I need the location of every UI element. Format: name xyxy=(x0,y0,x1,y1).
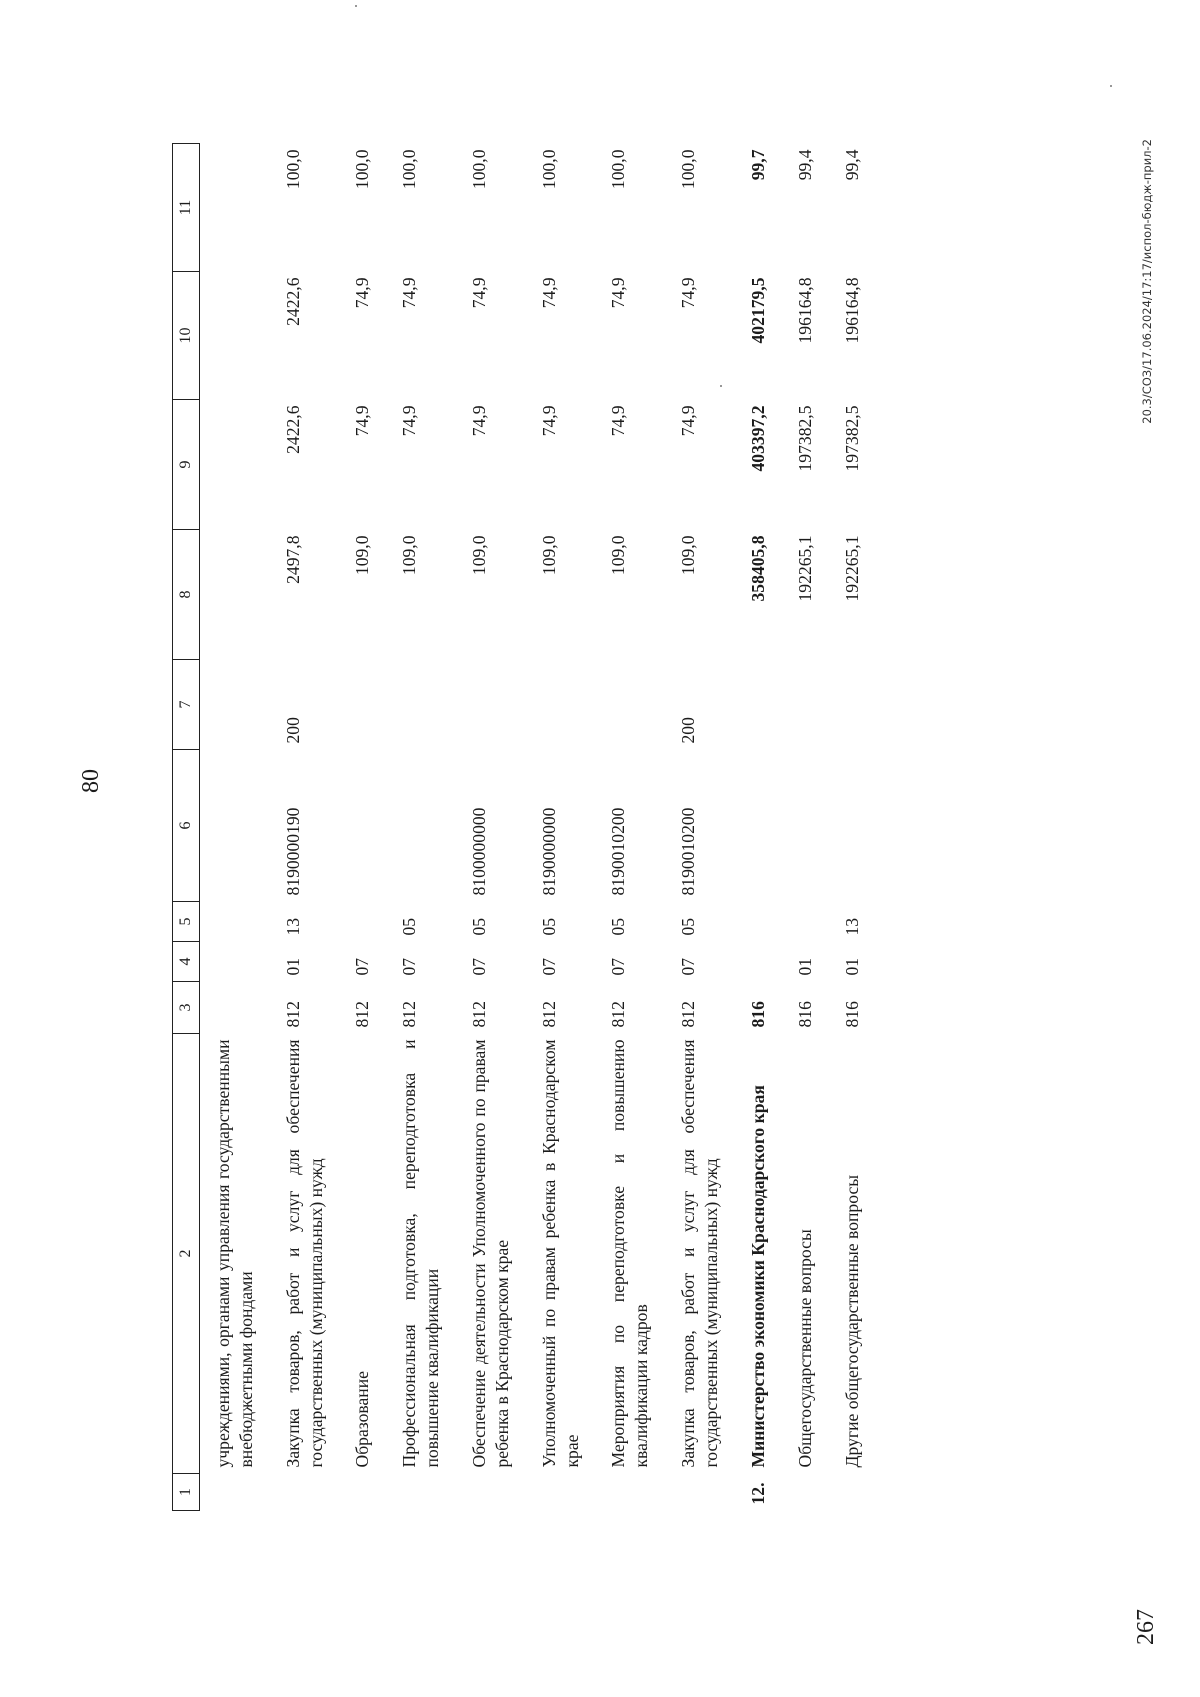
code-rz: 01 xyxy=(282,957,303,976)
amount-executed: 196164,8 xyxy=(841,277,862,344)
code-ved xyxy=(200,982,270,1034)
code-ved: 816 xyxy=(794,1001,815,1028)
table-row xyxy=(829,144,876,1511)
document-code: 20.3/СОЗ/17.06.2024/17:17/испол-бюдж-прил-2 xyxy=(1140,139,1154,424)
row-number xyxy=(339,1474,386,1511)
table-row xyxy=(782,144,829,1511)
row-number xyxy=(386,1474,456,1511)
percent-executed: 100,0 xyxy=(469,149,490,190)
code-vr xyxy=(782,660,829,750)
code-vr: 200 xyxy=(282,717,303,744)
code-csr: 8100000000 xyxy=(469,807,490,896)
row-number xyxy=(829,1474,876,1511)
amount-approved: 109,0 xyxy=(352,535,373,576)
code-rz: 07 xyxy=(538,957,559,976)
row-name: Мероприятия по переподготовке и повышению квалификации кадров xyxy=(608,1039,652,1468)
row-name: учреждениями, органами управления государственными внебюджетными фондами xyxy=(213,1039,256,1468)
column-number: 11 xyxy=(173,144,200,272)
column-number: 6 xyxy=(173,750,200,902)
code-vr xyxy=(829,660,876,750)
row-name: Профессиональная подготовка, переподготовка и повышение квалификации xyxy=(399,1039,443,1468)
column-number: 7 xyxy=(173,660,200,750)
code-rz: 07 xyxy=(399,957,420,976)
amount-approved: 192265,1 xyxy=(841,535,862,602)
row-name: Образование xyxy=(352,1371,373,1468)
code-vr xyxy=(595,660,665,750)
code-ved: 812 xyxy=(469,1001,490,1028)
amount-refined: 74,9 xyxy=(352,405,373,437)
code-pr xyxy=(339,902,386,942)
code-rz xyxy=(735,942,782,982)
amount-refined: 74,9 xyxy=(538,405,559,437)
amount-approved xyxy=(200,530,270,660)
percent-executed: 99,7 xyxy=(747,149,768,181)
code-pr: 05 xyxy=(678,917,699,936)
code-vr xyxy=(339,660,386,750)
code-csr xyxy=(386,750,456,902)
amount-refined: 74,9 xyxy=(608,405,629,437)
amount-approved: 109,0 xyxy=(608,535,629,576)
percent-executed: 100,0 xyxy=(399,149,420,190)
column-number: 10 xyxy=(173,272,200,400)
column-number: 9 xyxy=(173,400,200,530)
sheet-number: 267 xyxy=(1133,1609,1159,1645)
amount-approved: 109,0 xyxy=(678,535,699,576)
code-csr: 8190010200 xyxy=(678,807,699,896)
column-number: 8 xyxy=(173,530,200,660)
column-number-row xyxy=(173,144,200,1511)
amount-approved: 2497,8 xyxy=(282,535,303,584)
code-pr: 05 xyxy=(538,917,559,936)
amount-executed: 74,9 xyxy=(352,277,373,309)
code-vr: 200 xyxy=(678,717,699,744)
code-rz: 07 xyxy=(352,957,373,976)
amount-approved: 109,0 xyxy=(469,535,490,576)
code-rz: 07 xyxy=(608,957,629,976)
budget-table xyxy=(172,143,875,1511)
column-number: 3 xyxy=(173,982,200,1034)
amount-refined: 2422,6 xyxy=(282,405,303,454)
code-rz: 01 xyxy=(841,957,862,976)
row-name: Министерство экономики Краснодарского края xyxy=(747,1085,768,1468)
code-csr xyxy=(200,750,270,902)
amount-refined: 74,9 xyxy=(469,405,490,437)
amount-approved: 358405,8 xyxy=(747,535,768,602)
code-pr: 13 xyxy=(282,917,303,936)
amount-refined xyxy=(200,400,270,530)
amount-executed: 74,9 xyxy=(538,277,559,309)
row-number xyxy=(270,1474,340,1511)
code-pr xyxy=(200,902,270,942)
code-pr xyxy=(735,902,782,942)
code-ved: 812 xyxy=(282,1001,303,1028)
amount-refined: 197382,5 xyxy=(841,405,862,472)
row-name: Обеспечение деятельности Уполномоченного по правам ребенка в Краснодарском крае xyxy=(469,1039,512,1468)
amount-approved: 109,0 xyxy=(399,535,420,576)
row-number xyxy=(595,1474,665,1511)
page-number: 80 xyxy=(78,769,104,793)
code-ved: 812 xyxy=(399,1001,420,1028)
amount-executed: 74,9 xyxy=(399,277,420,309)
scan-speck xyxy=(355,5,357,7)
code-csr xyxy=(735,750,782,902)
amount-executed: 74,9 xyxy=(469,277,490,309)
code-pr: 05 xyxy=(608,917,629,936)
amount-refined: 403397,2 xyxy=(747,405,768,472)
code-vr xyxy=(456,660,526,750)
code-csr: 8190010200 xyxy=(608,807,629,896)
code-csr xyxy=(782,750,829,902)
code-pr: 13 xyxy=(841,917,862,936)
code-pr xyxy=(782,902,829,942)
percent-executed: 100,0 xyxy=(608,149,629,190)
amount-executed: 74,9 xyxy=(678,277,699,309)
row-number xyxy=(526,1474,596,1511)
percent-executed: 100,0 xyxy=(282,149,303,190)
code-ved: 816 xyxy=(747,1001,768,1028)
amount-executed xyxy=(200,272,270,400)
amount-executed: 196164,8 xyxy=(794,277,815,344)
code-csr: 8190000190 xyxy=(282,807,303,896)
code-csr xyxy=(829,750,876,902)
row-name: Уполномоченный по правам ребенка в Краснодарском крае xyxy=(538,1039,582,1468)
column-number: 5 xyxy=(173,902,200,942)
code-vr xyxy=(526,660,596,750)
amount-executed: 74,9 xyxy=(608,277,629,309)
table-row xyxy=(595,144,665,1511)
amount-approved: 192265,1 xyxy=(794,535,815,602)
code-vr xyxy=(386,660,456,750)
code-csr: 8190000000 xyxy=(538,807,559,896)
code-rz: 07 xyxy=(469,957,490,976)
column-number: 1 xyxy=(173,1474,200,1511)
table-row xyxy=(665,144,735,1511)
amount-refined: 197382,5 xyxy=(794,405,815,472)
percent-executed: 99,4 xyxy=(794,149,815,181)
code-rz: 07 xyxy=(678,957,699,976)
table-row xyxy=(386,144,456,1511)
percent-executed xyxy=(200,144,270,272)
scan-speck xyxy=(1110,85,1112,87)
row-number xyxy=(665,1474,735,1511)
row-number xyxy=(456,1474,526,1511)
amount-refined: 74,9 xyxy=(678,405,699,437)
row-number xyxy=(782,1474,829,1511)
code-ved: 812 xyxy=(678,1001,699,1028)
code-pr: 05 xyxy=(469,917,490,936)
percent-executed: 100,0 xyxy=(678,149,699,190)
percent-executed: 100,0 xyxy=(538,149,559,190)
code-ved: 812 xyxy=(538,1001,559,1028)
code-pr: 05 xyxy=(399,917,420,936)
table-row xyxy=(526,144,596,1511)
row-name: Закупка товаров, работ и услуг для обеспечения государственных (муниципальных) нужд xyxy=(678,1039,722,1468)
code-rz: 01 xyxy=(794,957,815,976)
table-row xyxy=(456,144,526,1511)
percent-executed: 100,0 xyxy=(352,149,373,190)
scan-speck xyxy=(720,385,722,387)
table-row xyxy=(200,144,270,1511)
table-row xyxy=(735,144,782,1511)
code-vr xyxy=(200,660,270,750)
amount-executed: 402179,5 xyxy=(747,277,768,344)
column-number: 2 xyxy=(173,1034,200,1474)
code-csr xyxy=(339,750,386,902)
table-row xyxy=(339,144,386,1511)
code-ved: 816 xyxy=(841,1001,862,1028)
code-ved: 812 xyxy=(352,1001,373,1028)
row-name: Закупка товаров, работ и услуг для обеспечения государственных (муниципальных) нужд xyxy=(282,1039,326,1468)
code-vr xyxy=(735,660,782,750)
row-name: Другие общегосударственные вопросы xyxy=(841,1174,862,1468)
row-name: Общегосударственные вопросы xyxy=(794,1229,815,1468)
column-number: 4 xyxy=(173,942,200,982)
amount-approved: 109,0 xyxy=(538,535,559,576)
row-number xyxy=(200,1474,270,1511)
amount-refined: 74,9 xyxy=(399,405,420,437)
amount-executed: 2422,6 xyxy=(282,277,303,326)
table-row xyxy=(270,144,340,1511)
row-number: 12. xyxy=(747,1482,768,1505)
percent-executed: 99,4 xyxy=(841,149,862,181)
code-ved: 812 xyxy=(608,1001,629,1028)
code-rz xyxy=(200,942,270,982)
